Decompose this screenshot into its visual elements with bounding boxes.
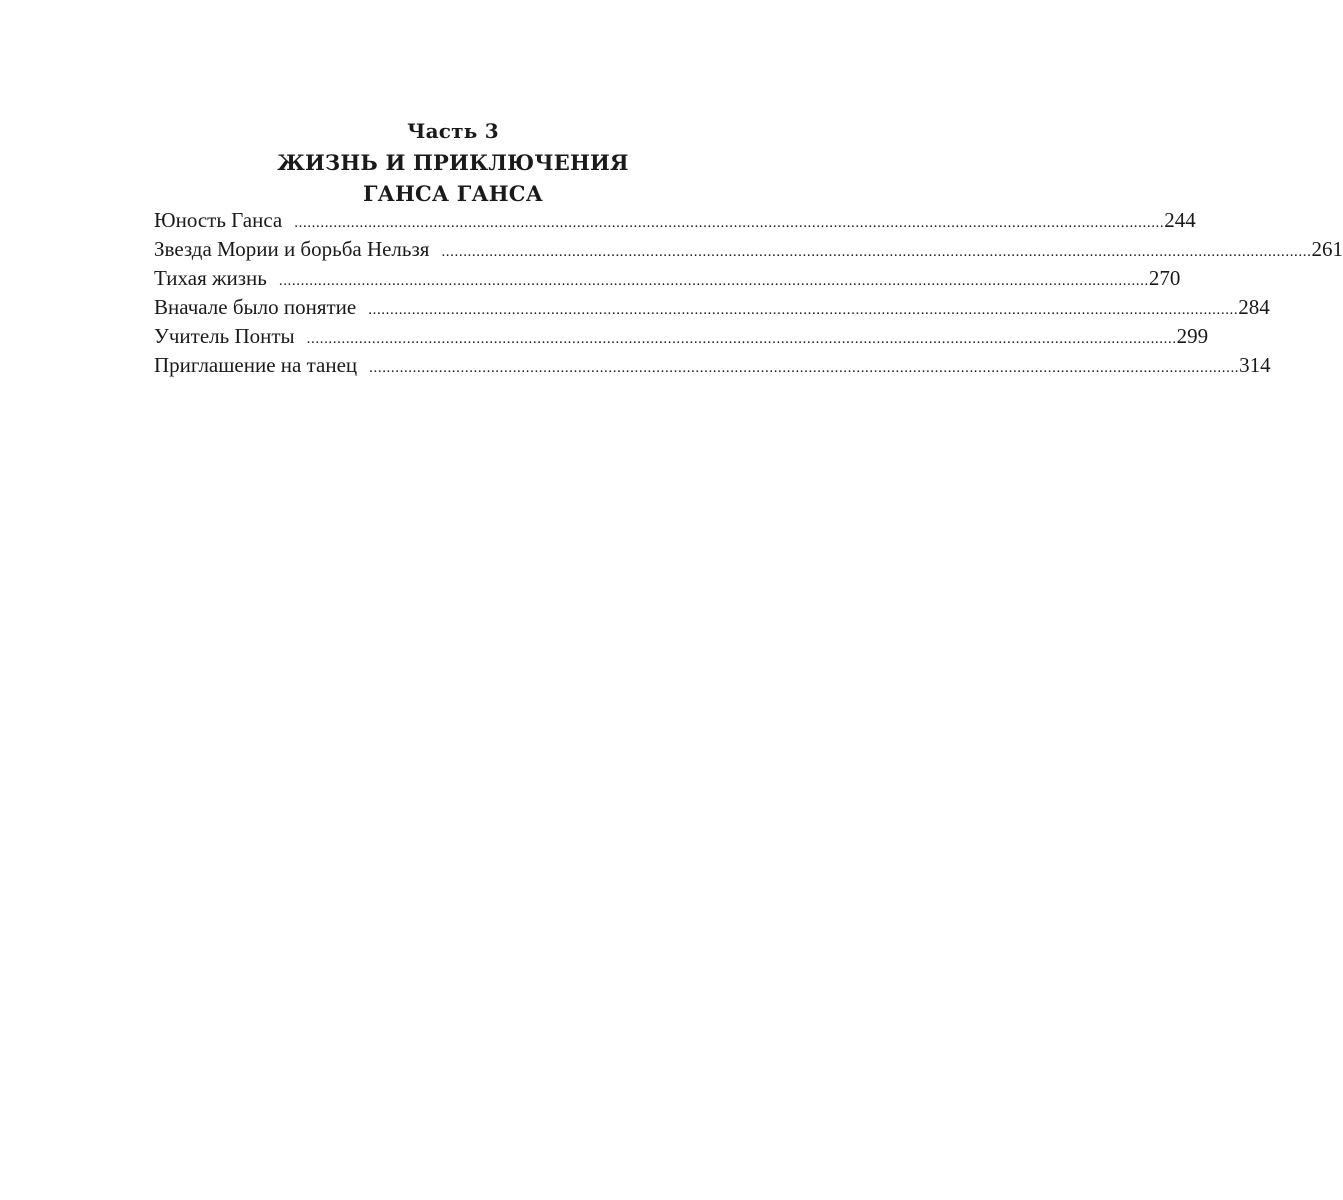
toc-entry-page: 299: [1176, 324, 1209, 348]
dot-leader: ........................................................................................................................................................................................................: [306, 331, 1177, 347]
dot-leader: ........................................................................................................................................................................................................: [441, 244, 1312, 260]
toc-entry-title: Тихая жизнь: [154, 266, 267, 290]
part-number-label: Часть 3: [407, 119, 499, 143]
dot-leader: ........................................................................................................................................................................................................: [294, 215, 1165, 231]
toc-entry-title: Звезда Мории и борьба Нельзя: [154, 237, 430, 261]
toc-entry-title: Приглашение на танец: [154, 353, 358, 377]
toc-entry-page: 270: [1148, 266, 1181, 290]
dot-leader: ........................................................................................................................................................................................................: [368, 302, 1239, 318]
toc-entry-page: 261: [1311, 237, 1343, 261]
dot-leader: ........................................................................................................................................................................................................: [278, 273, 1149, 289]
dot-leader: ........................................................................................................................................................................................................: [369, 360, 1240, 376]
toc-entry: [154, 351, 1271, 380]
toc-entry: [154, 206, 1196, 235]
table-of-contents: [154, 206, 1343, 380]
toc-entry-page: 244: [1164, 208, 1196, 232]
toc-entry: [154, 235, 1343, 264]
toc-entry: [154, 322, 1209, 351]
part-title-line-1: ЖИЗНЬ И ПРИКЛЮЧЕНИЯ: [277, 150, 629, 175]
toc-entry-title: Юность Ганса: [154, 208, 283, 232]
part-title-line-2: ГАНСА ГАНСА: [362, 181, 544, 206]
toc-entry-title: Вначале было понятие: [154, 295, 357, 319]
toc-entry-page: 284: [1238, 295, 1270, 319]
part-heading: [150, 116, 756, 209]
toc-entry-page: 314: [1239, 353, 1271, 377]
toc-entry: [154, 264, 1181, 293]
toc-entry: [154, 293, 1270, 322]
toc-entry-title: Учитель Понты: [154, 324, 295, 348]
